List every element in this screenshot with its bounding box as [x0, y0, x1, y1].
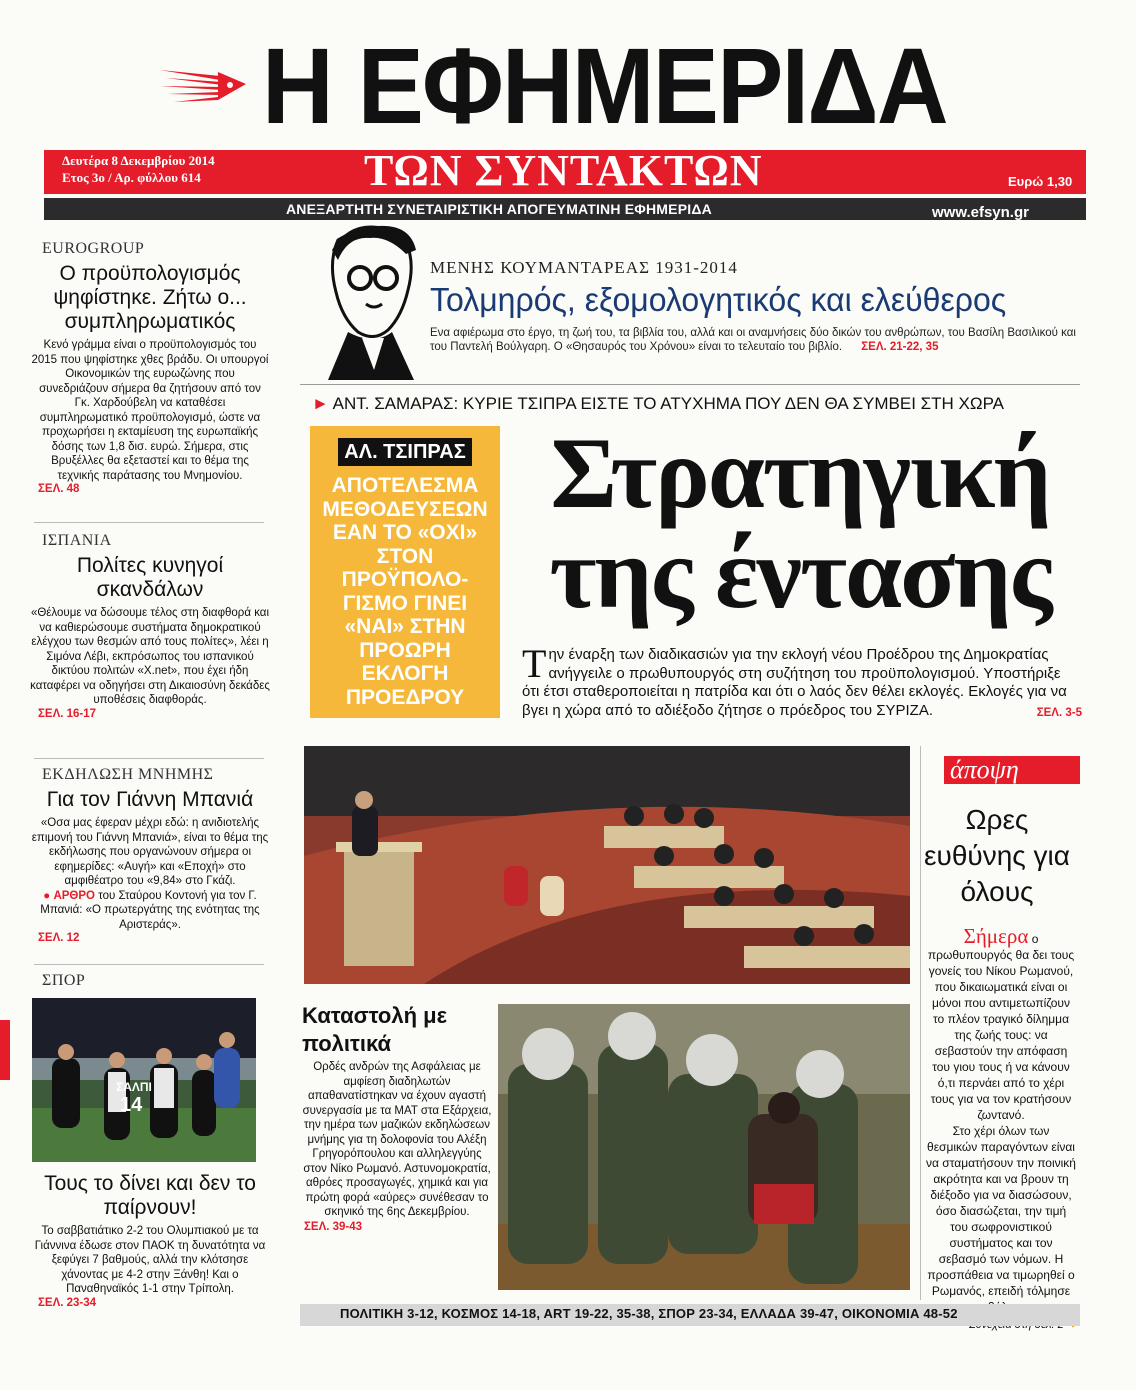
story-headline: Τους το δίνει και δεν το παίρνουν!: [44, 1172, 256, 1219]
divider: [34, 758, 264, 759]
story-kicker: ΕΚΔΗΛΩΣΗ ΜΝΗΜΗΣ: [42, 766, 214, 783]
story-kicker: EUROGROUP: [42, 240, 145, 257]
page-ref: ΣΕΛ. 3-5: [1036, 706, 1082, 719]
riot-police-image: [498, 1004, 910, 1290]
story-kicker: ΙΣΠΑΝΙΑ: [42, 532, 112, 549]
eurogroup-story[interactable]: [30, 240, 270, 495]
issue-date: Δευτέρα 8 Δεκεμβρίου 2014: [62, 153, 215, 168]
page-ref: ΣΕΛ. 12: [38, 932, 80, 944]
masthead-title: Η ΕΦΗΜΕΡΙΔΑ: [262, 25, 947, 146]
drop-cap: Τ: [522, 641, 547, 686]
jersey-number: 14: [120, 1094, 143, 1116]
feature-title[interactable]: Τολμηρός, εξομολογητικός και ελεύθερος: [430, 281, 1007, 318]
spain-story[interactable]: [30, 532, 270, 720]
parliament-chamber-image: [304, 746, 910, 984]
pen-logo-icon: [160, 52, 250, 112]
repression-title[interactable]: Καταστολή με πολιτικά: [302, 1003, 448, 1056]
sport-story[interactable]: [30, 1172, 270, 1309]
article-text: του Σταύρου Κοντονή για τον Γ. Μπανιά: «Ο πρωτεργάτης της ενότητας της Αριστεράς».: [40, 889, 260, 931]
story-headline: Για τον Γιάννη Μπανιά: [46, 788, 254, 811]
secondary-headline[interactable]: [312, 394, 1004, 414]
website-link[interactable]: www.efsyn.gr: [932, 204, 1029, 221]
repression-story: [300, 1060, 494, 1234]
sections-index: ΠΟΛΙΤΙΚΗ 3-12, ΚΟΣΜΟΣ 14-18, ΑRΤ 19-22, 35-38, ΣΠΟΡ 23-34, ΕΛΛΑΔΑ 39-47, ΟΙΚΟΝΟΜΙΑ 48-52: [340, 1306, 958, 1321]
repression-body: Ορδές ανδρών της Ασφάλειας με αμφίεση διαδηλωτών απαθανατίστηκαν να έχουν αγαστή συνεργασία με τα ΜΑΤ στα Εξάρχεια, την ημέρα των μαζικών εκδηλώσεων μνήμης για τη δολοφονία του Αλέξη Γρηγορόπουλου και αλληλεγγύης στον Νίκο Ρωμανό. Αστυνομοκρατία, αθρόες προσαγωγές, χημικά και για πρώτη φορά «αύρες» συνέθεσαν το σκηνικό της 6ης Δεκεμβρίου.: [302, 1061, 492, 1218]
opinion-title[interactable]: Ωρες ευθύνης για όλους: [924, 804, 1070, 907]
story-headline: Ο προϋπολογισμός ψηφίστηκε. Ζήτω ο... συμπληρωματικός: [53, 262, 247, 333]
opinion-lead-word: Σήμερα: [963, 924, 1029, 948]
issue-number: Ετος 3ο / Αρ. φύλλου 614: [62, 170, 201, 185]
arrow-right-icon: ►: [312, 394, 333, 413]
opinion-label: άποψη: [944, 756, 1080, 784]
story-body: «Θέλουμε να δώσουμε τέλος στη διαφθορά και να καθιερώσουμε συστήματα δημοκρατικού ελέγχου των θεσμών από τους πολίτες», λέει η Σιμόνα Λέβι, εκπρόσωπος του ισπανικού δικτύου πολιτών «X.net», που έχει ήδη καταφέρει να οδηγήσει στη Δικαιοσύνη δεκάδες υποθέσεις διαφθοράς.: [30, 607, 270, 706]
feature-text: Ενα αφιέρωμα στο έργο, τη ζωή του, τα βιβλία του, αλλά και οι αναμνήσεις δύο δικών του ανθρώπων, του Βασίλη Βασιλικού και του Παντελή Βούλγαρη. Ο «Θησαυρός του Χρόνου» είναι το τελευταίο του βιβλίο.: [430, 327, 1076, 353]
story-headline: Πολίτες κυνηγοί σκανδάλων: [76, 554, 224, 601]
page-ref: ΣΕΛ. 23-34: [38, 1296, 97, 1309]
opinion-text-2: Στο χέρι όλων των θεσμικών παραγόντων είναι να σταματήσουν την ποινική ακρότητα και να βρουν τη διέξοδο για να διασώσουν, όσο διασώζεται, την τιμή του σωφρονιστικού συστήματος και τον σεβασμό των νόμων. Η προσπάθεια να τιμωρηθεί ο Ρωμανός, επειδή τόλμησε: [926, 1124, 1076, 1298]
article-note: ● ΑΡΘΡΟ του Σταύρου Κοντονή για τον Γ. Μπανιά: «Ο πρωτεργάτης της ενότητας της Αριστεράς».: [40, 889, 260, 931]
page-ref: ΣΕΛ. 21-22, 35: [861, 341, 939, 353]
memorial-story[interactable]: [30, 766, 270, 944]
quote-speaker: ΑΛ. ΤΣΙΠΡΑΣ: [338, 438, 472, 466]
riot-police-photo: [498, 1004, 910, 1290]
opinion-body: [926, 924, 1076, 1333]
quote-text: ΑΠΟΤΕΛΕΣΜΑ ΜΕΘΟΔΕΥΣΕΩΝ ΕΑΝ ΤΟ «ΟΧΙ» ΣΤΟΝ ΠΡΟΫΠΟΛΟ-ΓΙΣΜΟ ΓΙΝΕΙ «ΝΑΙ» ΣΤΗΝ ΠΡΟΩΡΗ ΕΚΛΟΓΗ ΠΡΟΕΔΡΟΥ: [322, 474, 488, 709]
masthead-subtitle: ΤΩΝ ΣΥΝΤΑΚΤΩΝ: [364, 146, 763, 195]
story-body: Κενό γράμμα είναι ο προϋπολογισμός του 2015 που ψηφίστηκε χθες βράδυ. Οι υπουργοί Οικονομικών της ευρωζώνης που συνεδριάζουν σήμερα θα ζητήσουν από τον Γκ. Χαρδούβελη να καταθέσει συμπληρωματικό προϋπολογισμό, ώστε να προχωρήσει η εκταμίευση της ευρωπαϊκής δόσης των 1,8 δισ. ευρώ. Σήμερα, στις Βρυξέλλες θα εξεταστεί και το θέμα της τεχνικής παράτασης του Μνημονίου.: [31, 339, 269, 482]
page-ref: ΣΕΛ. 16-17: [38, 707, 97, 720]
sport-photo: [32, 998, 256, 1162]
tagline: ΑΝΕΞΑΡΤΗΤΗ ΣΥΝΕΤΑΙΡΙΣΤΙΚΗ ΑΠΟΓΕΥΜΑΤΙΝΗ ΕΦΗΜΕΡΙΔΑ: [286, 201, 712, 217]
parliament-photo: [304, 746, 910, 984]
jersey-name: ΣΑΛΠΙ: [116, 1080, 152, 1094]
secondary-headline-text: ΑΝΤ. ΣΑΜΑΡΑΣ: ΚΥΡΙΕ ΤΣΙΠΡΑ ΕΙΣΤΕ ΤΟ ΑΤΥΧΗΜΑ ΠΟΥ ΔΕΝ ΘΑ ΣΥΜΒΕΙ ΣΤΗ ΧΩΡΑ: [332, 394, 1005, 413]
opinion-text: ο πρωθυπουργός θα δει τους γονείς του Νίκου Ρωμανού, που δικαιωματικά είναι οι μόνοι που αντιμετωπίζουν το πλέον τραγικό δίλημμα της ζωής τους: να σεβαστούν την απόφαση του γιου τους ή να κάνουν ό,τι περνάει από το χέρι τους για να τον κρατήσουν ζωντανό.: [927, 932, 1075, 1122]
headline-line-1: Στρατηγική: [550, 417, 1050, 530]
page-ref: ΣΕΛ. 39-43: [304, 1220, 363, 1233]
issue-info: [62, 152, 215, 186]
divider: [34, 522, 264, 523]
lead-paragraph: [522, 641, 1082, 722]
main-headline[interactable]: [520, 417, 1080, 630]
divider: [300, 384, 1080, 385]
feature-kicker: ΜΕΝΗΣ ΚΟΥΜΑΝΤΑΡΕΑΣ 1931-2014: [430, 258, 738, 277]
feature-body: [430, 326, 1090, 354]
lead-text: ην έναρξη των διαδικασιών για την εκλογή νέου Προέδρου της Δημοκρατίας ανήγγειλε ο πρωθυπουργός στη συζήτηση του προϋπολογισμού. Υποστήριξε ότι έτσι σταθεροποιείται η πατρίδα και ότι ο λαός δεν θέλει εκλογές. Εκλογές για να βγει η χώρα από το αδιέξοδο ζήτησε ο πρόεδρος του ΣΥΡΙΖΑ.: [522, 646, 1067, 719]
headline-line-2: της έντασης: [549, 517, 1051, 630]
author-caricature-image: [318, 220, 422, 380]
side-edge-strip: [0, 1020, 10, 1080]
page-ref: ΣΕΛ. 48: [38, 483, 80, 495]
divider: [34, 964, 264, 965]
price: Ευρώ 1,30: [1008, 174, 1073, 189]
story-body: «Οσα μας έφεραν μέχρι εδώ: η ανιδιοτελής επιμονή του Γιάννη Μπανιά», είναι το θέμα της εκδήλωσης που οργανώνουν σήμερα οι εφημερίδες: «Αυγή» και «Εποχή» στο αμφιθέατρο του «9,84» στο Γκάζι.: [31, 817, 269, 887]
story-body: Το σαββατιάτικο 2-2 του Ολυμπιακού με τα Γιάννινα έδωσε στον ΠΑΟΚ τη δυνατότητα να ξεφύγει 7 βαθμούς, αλλά την κλότσησε χάνοντας με 4-2 στην Ξάνθη! Και ο Παναθηναϊκός 1-1 στην Τρίπολη.: [34, 1225, 266, 1295]
article-label: ΑΡΘΡΟ: [53, 889, 95, 902]
sport-kicker: ΣΠΟΡ: [42, 972, 86, 989]
